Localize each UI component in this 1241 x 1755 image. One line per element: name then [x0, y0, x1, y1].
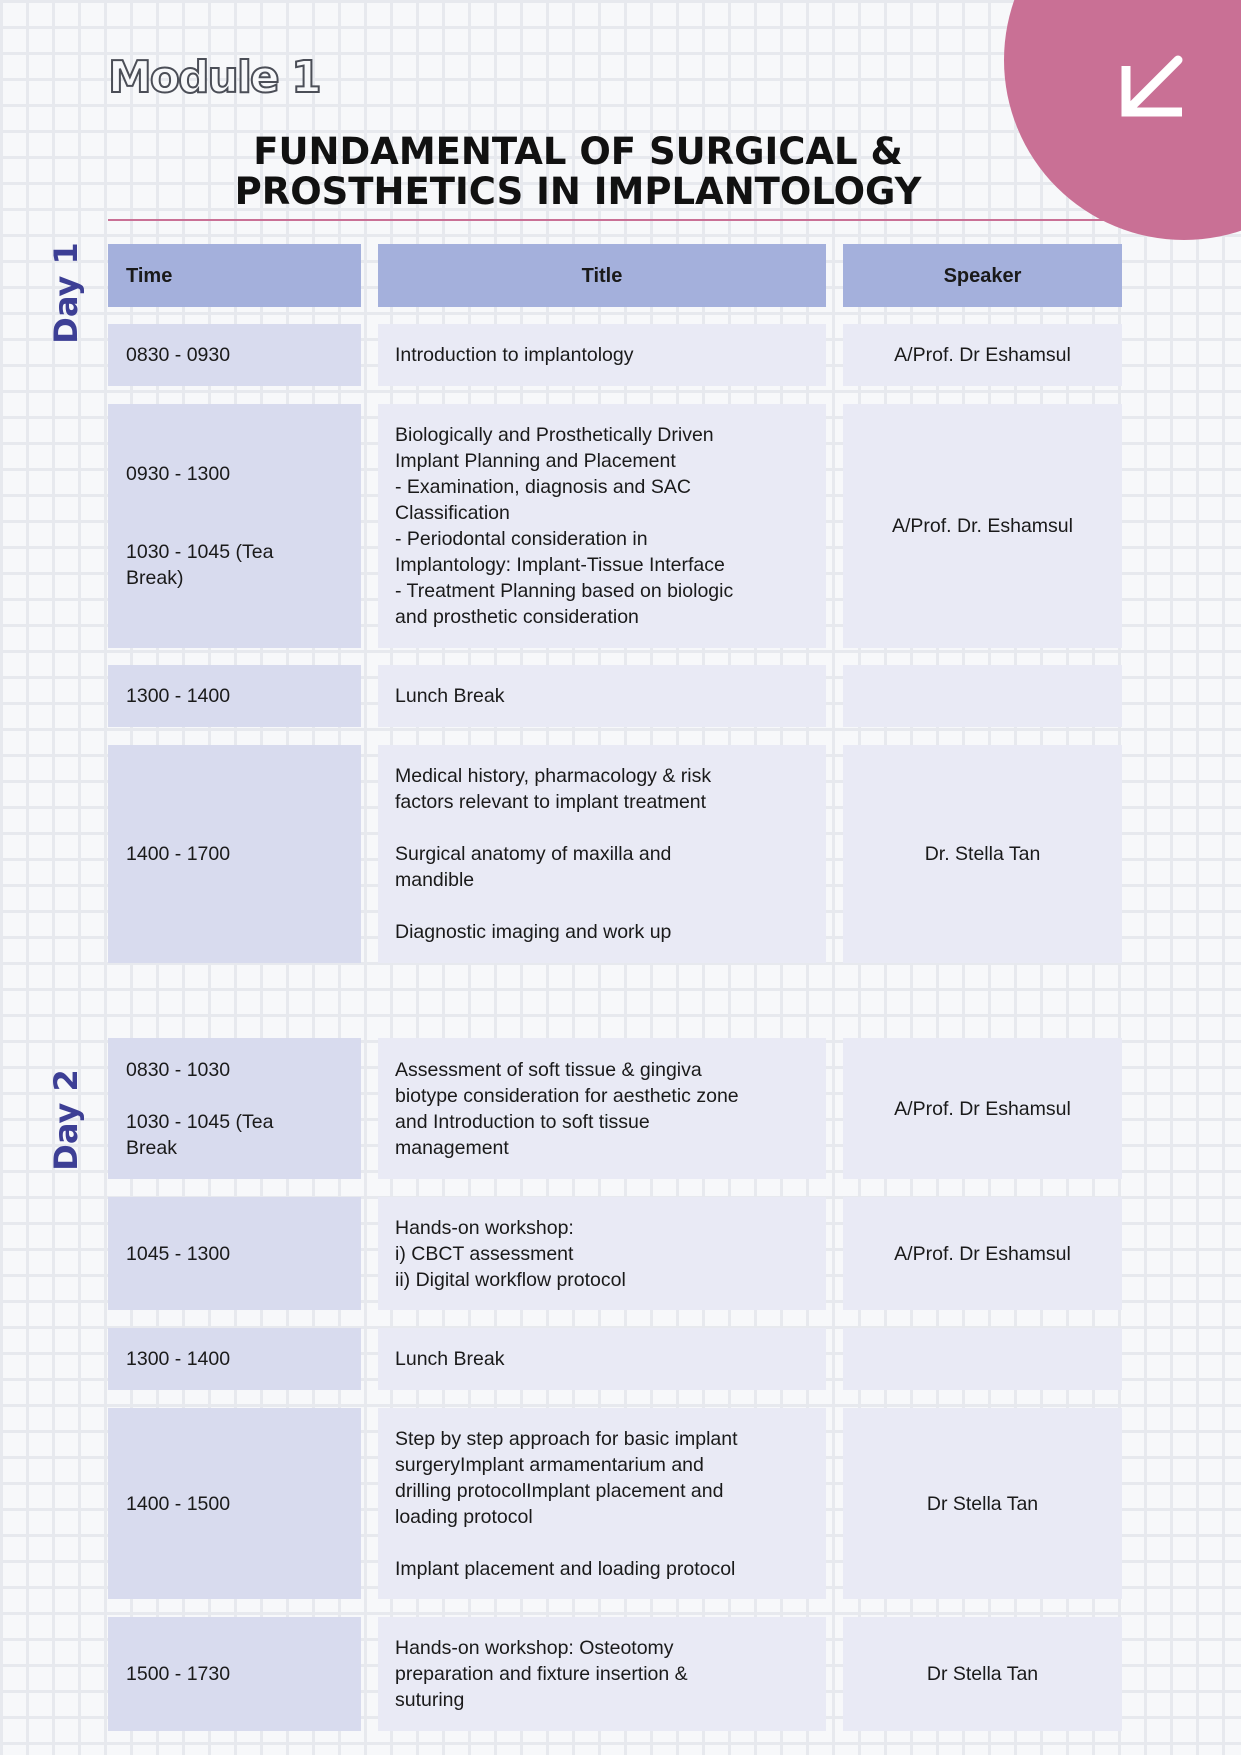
row-title: Biologically and Prosthetically Driven Implant Planning and Placement - Examination, diagnosis and SAC Classification - Periodontal consideration in Implantology: Implant-Tissue Interface - Treatment Planning based on biologic and prosthetic consideration	[378, 404, 826, 648]
row-speaker: Dr Stella Tan	[843, 1617, 1122, 1731]
page-title	[108, 132, 1048, 212]
row-time: 0930 - 1300 1030 - 1045 (Tea Break)	[108, 404, 361, 648]
row-time: 0830 - 0930	[108, 324, 361, 386]
row-title: Introduction to implantology	[378, 324, 826, 386]
row-speaker: Dr. Stella Tan	[843, 745, 1122, 963]
title-line-2: PROSTHETICS IN IMPLANTOLOGY	[234, 170, 922, 213]
header-speaker: Speaker	[843, 244, 1122, 307]
day-1-label: Day 1	[47, 242, 85, 344]
row-speaker: A/Prof. Dr Eshamsul	[843, 324, 1122, 386]
title-line-1: FUNDAMENTAL OF SURGICAL &	[253, 130, 903, 173]
row-speaker: A/Prof. Dr Eshamsul	[843, 1197, 1122, 1310]
row-title: Medical history, pharmacology & risk factors relevant to implant treatment Surgical anatomy of maxilla and mandible Diagnostic imaging and work up	[378, 745, 826, 963]
row-time: 1500 - 1730	[108, 1617, 361, 1731]
row-title: Step by step approach for basic implant surgeryImplant armamentarium and drilling protocolImplant placement and loading protocol Implant placement and loading protocol	[378, 1408, 826, 1599]
module-label: Module 1	[108, 52, 320, 103]
row-title: Hands-on workshop: i) CBCT assessment ii) Digital workflow protocol	[378, 1197, 826, 1310]
row-title: Lunch Break	[378, 1328, 826, 1390]
title-divider	[108, 219, 1111, 221]
row-speaker: Dr Stella Tan	[843, 1408, 1122, 1599]
row-time: 1045 - 1300	[108, 1197, 361, 1310]
day-2-label: Day 2	[47, 1069, 85, 1171]
header-title: Title	[378, 244, 826, 307]
arrow-down-left-icon	[1116, 52, 1188, 124]
row-time: 1300 - 1400	[108, 1328, 361, 1390]
row-time: 1400 - 1500	[108, 1408, 361, 1599]
row-time: 0830 - 1030 1030 - 1045 (Tea Break	[108, 1038, 361, 1179]
row-speaker	[843, 665, 1122, 727]
row-title: Assessment of soft tissue & gingiva biotype consideration for aesthetic zone and Introduction to soft tissue management	[378, 1038, 826, 1179]
row-title: Hands-on workshop: Osteotomy preparation and fixture insertion & suturing	[378, 1617, 826, 1731]
row-title: Lunch Break	[378, 665, 826, 727]
row-time: 1400 - 1700	[108, 745, 361, 963]
row-time: 1300 - 1400	[108, 665, 361, 727]
header-time: Time	[108, 244, 361, 307]
row-speaker: A/Prof. Dr Eshamsul	[843, 1038, 1122, 1179]
row-speaker: A/Prof. Dr. Eshamsul	[843, 404, 1122, 648]
row-speaker	[843, 1328, 1122, 1390]
